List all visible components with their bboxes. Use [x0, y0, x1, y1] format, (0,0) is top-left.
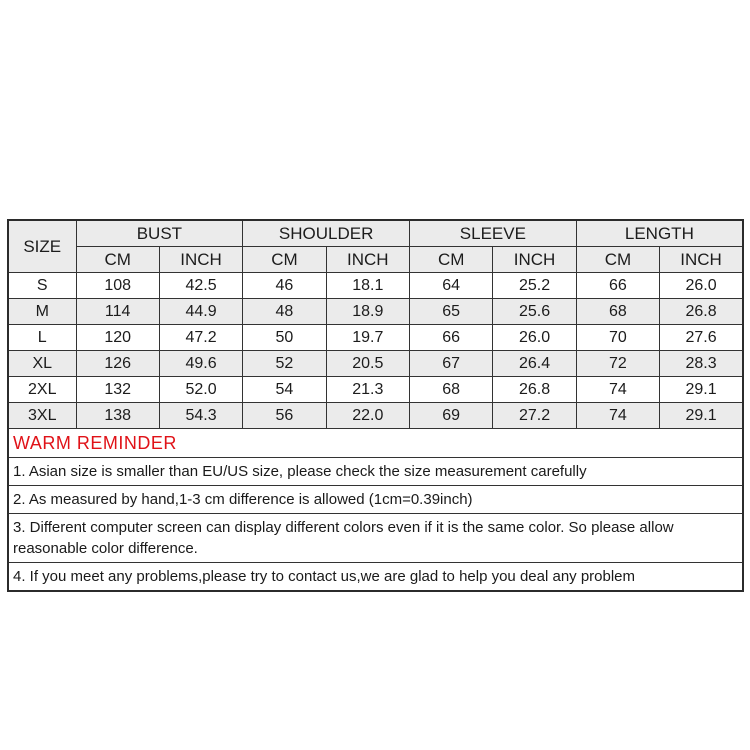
shoulder-inch-value: 22.0 [326, 403, 409, 429]
warm-reminder-title: WARM REMINDER [8, 429, 743, 458]
unit-header-shoulder-inch: INCH [326, 247, 409, 273]
length-inch-value: 29.1 [660, 377, 743, 403]
shoulder-cm-value: 56 [243, 403, 326, 429]
unit-header-bust-cm: CM [76, 247, 159, 273]
shoulder-cm-value: 52 [243, 351, 326, 377]
sleeve-cm-value: 67 [410, 351, 493, 377]
sleeve-inch-value: 26.8 [493, 377, 576, 403]
unit-header-sleeve-inch: INCH [493, 247, 576, 273]
shoulder-inch-value: 18.1 [326, 273, 409, 299]
bust-cm-value: 138 [76, 403, 159, 429]
length-cm-value: 66 [576, 273, 659, 299]
table-row-l [8, 325, 743, 351]
reminder-note-3 [8, 514, 743, 563]
group-header-row [8, 220, 743, 247]
length-inch-value: 26.0 [660, 273, 743, 299]
bust-cm-value: 132 [76, 377, 159, 403]
bust-inch-value: 47.2 [159, 325, 242, 351]
sleeve-cm-value: 66 [410, 325, 493, 351]
bust-inch-value: 49.6 [159, 351, 242, 377]
shoulder-cm-value: 48 [243, 299, 326, 325]
table-row-3xl [8, 403, 743, 429]
reminder-note-4 [8, 563, 743, 592]
length-cm-value: 70 [576, 325, 659, 351]
sleeve-inch-value: 25.6 [493, 299, 576, 325]
shoulder-inch-value: 19.7 [326, 325, 409, 351]
size-label: 2XL [8, 377, 76, 403]
unit-header-row [8, 247, 743, 273]
sleeve-inch-value: 27.2 [493, 403, 576, 429]
length-cm-value: 68 [576, 299, 659, 325]
unit-header-bust-inch: INCH [159, 247, 242, 273]
length-inch-value: 26.8 [660, 299, 743, 325]
size-label: XL [8, 351, 76, 377]
bust-cm-value: 126 [76, 351, 159, 377]
length-inch-value: 28.3 [660, 351, 743, 377]
size-chart-section [7, 219, 744, 592]
length-cm-value: 74 [576, 403, 659, 429]
col-header-shoulder: SHOULDER [243, 220, 410, 247]
col-header-size: SIZE [8, 220, 76, 273]
col-header-length: LENGTH [576, 220, 743, 247]
col-header-sleeve: SLEEVE [410, 220, 577, 247]
sleeve-cm-value: 65 [410, 299, 493, 325]
note-text: 4. If you meet any problems,please try to contact us,we are glad to help you deal any problem [8, 563, 743, 592]
unit-header-shoulder-cm: CM [243, 247, 326, 273]
bust-inch-value: 44.9 [159, 299, 242, 325]
note-text: 3. Different computer screen can display different colors even if it is the same color. So please allow reasonable color difference. [8, 514, 743, 563]
warm-reminder-row [8, 429, 743, 458]
shoulder-cm-value: 54 [243, 377, 326, 403]
note-text: 2. As measured by hand,1-3 cm difference is allowed (1cm=0.39inch) [8, 486, 743, 514]
note-text: 1. Asian size is smaller than EU/US size, please check the size measurement carefully [8, 458, 743, 486]
sleeve-cm-value: 69 [410, 403, 493, 429]
size-chart-table [7, 219, 744, 592]
bust-inch-value: 54.3 [159, 403, 242, 429]
size-chart-body [8, 273, 743, 592]
size-label: 3XL [8, 403, 76, 429]
table-row-s [8, 273, 743, 299]
table-row-2xl [8, 377, 743, 403]
sleeve-inch-value: 26.4 [493, 351, 576, 377]
shoulder-inch-value: 21.3 [326, 377, 409, 403]
sleeve-cm-value: 68 [410, 377, 493, 403]
shoulder-inch-value: 20.5 [326, 351, 409, 377]
unit-header-sleeve-cm: CM [410, 247, 493, 273]
length-inch-value: 29.1 [660, 403, 743, 429]
col-header-bust: BUST [76, 220, 243, 247]
unit-header-length-inch: INCH [660, 247, 743, 273]
shoulder-inch-value: 18.9 [326, 299, 409, 325]
length-inch-value: 27.6 [660, 325, 743, 351]
length-cm-value: 72 [576, 351, 659, 377]
size-label: L [8, 325, 76, 351]
bust-cm-value: 120 [76, 325, 159, 351]
size-chart-header [8, 220, 743, 273]
reminder-note-1 [8, 458, 743, 486]
sleeve-inch-value: 26.0 [493, 325, 576, 351]
length-cm-value: 74 [576, 377, 659, 403]
table-row-xl [8, 351, 743, 377]
bust-cm-value: 114 [76, 299, 159, 325]
bust-cm-value: 108 [76, 273, 159, 299]
bust-inch-value: 42.5 [159, 273, 242, 299]
unit-header-length-cm: CM [576, 247, 659, 273]
sleeve-cm-value: 64 [410, 273, 493, 299]
size-label: M [8, 299, 76, 325]
table-row-m [8, 299, 743, 325]
reminder-note-2 [8, 486, 743, 514]
sleeve-inch-value: 25.2 [493, 273, 576, 299]
size-label: S [8, 273, 76, 299]
bust-inch-value: 52.0 [159, 377, 242, 403]
shoulder-cm-value: 50 [243, 325, 326, 351]
shoulder-cm-value: 46 [243, 273, 326, 299]
